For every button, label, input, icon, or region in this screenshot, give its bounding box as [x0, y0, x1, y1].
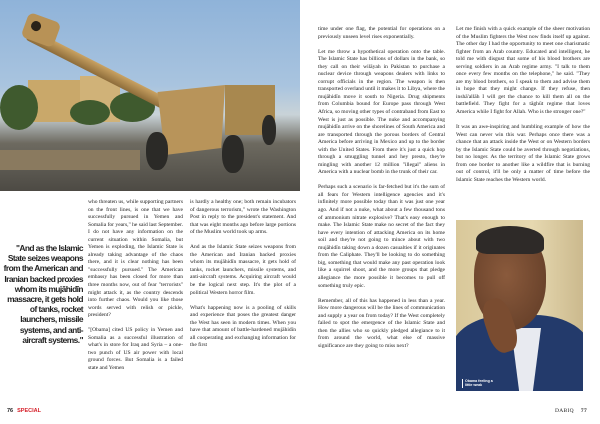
- paragraph: time under one flag, the potential for operations on a previously unseen level rises exponentially.: [318, 26, 445, 40]
- wheel: [262, 115, 276, 145]
- hair: [476, 226, 544, 254]
- page-number: 77: [580, 408, 588, 414]
- paragraph: It was an awe-inspiring and humbling example of how the West can never win this war. Perhaps once there was a chance that an attack inside the West or on Western borders by the Islamic State could be averted through negotiations, but no longer. As the territory of the Islamic State grows from one border to another like a wildfire that is burning out of control, it'll be only a matter of time before the Islamic State reaches the Western world.: [456, 124, 590, 183]
- pull-quote: "And as the Islamic State seizes weapons from the American and Iranian backed proxies whom its mujāhidīn massacre, it gets hold of tanks, rocket launchers, missile systems, and anti-aircraft systems.": [3, 243, 83, 345]
- section-label: SPECIAL: [17, 408, 41, 414]
- paragraph: "[Obama] cited US policy in Yemen and Somalia as a successful illustration of what's in store for Iraq and Syria – a one-two punch of US air power with local ground forces. But Somalia is a failed state and Yemen: [88, 327, 183, 371]
- article-column-4: [318, 26, 445, 358]
- tree: [70, 100, 110, 125]
- article-column-3: [190, 199, 296, 357]
- paragraph: Let me finish with a quick example of the sheer motivation of the Muslim fighters the West now finds itself up against. The other day I had the opportunity to meet one charismatic fighter from an Arab country. Educated and intelligent, he told me with disgust that some of his blood brothers are serving soldiers in an Arab regime army. "I talk to them once every few months on the telephone," he said. "They are my blood brothers, so I speak to them and advise them in hope that they might change. If they refuse, then inshā'allāh I will get the chance to kill them all on the battlefield. They fight for a tāghūt regime that loves America while I fight for Allah. Who is the stronger one?": [456, 26, 590, 116]
- magazine-name: DABIQ: [555, 408, 574, 414]
- page-number: 76: [7, 408, 14, 414]
- tree: [0, 85, 38, 130]
- wheel: [222, 135, 244, 173]
- paragraph: Perhaps such a scenario is far-fetched but it's the sum of all fears for Western intelligence agencies and it's infinitely more possible today than it was just one year ago. And if not a nuke, what about a few thousand tons of ammonium nitrate explosive? That's easy enough to make. The Islamic State make no secret of the fact they have every intention of attacking America on its home soil and they're not going to mince about with two mujāhidīn taking down a dozen casualties if it originates from the Caliphate. They'll be looking to do something big, something that would make any past operation look like a squirrel shoot, and the more groups that pledge allegiance the more possible it becomes to pull off something truly epic.: [318, 184, 445, 289]
- paragraph: who threaten us, while supporting partners on the front lines, is one that we have successfully pursued in Yemen and Somalia for years," he said last September. I do not have any information on the current situation within Somalia, but Yemen is exploding, the Islamic State is already taking advantage of the chaos there, and it is clear nothing has been "successfully pursued." The American embassy has been closed for more than three months now, out of fear "terrorists" might attack it, as the country descends into further chaos. Would you like those words served with relish or pickle, president?: [88, 199, 183, 319]
- paragraph: And as the Islamic State seizes weapons from the American and Iranian backed proxies whom its mujāhidīn massacre, it gets hold of tanks, rocket launchers, missile systems, and anti-aircraft systems. Acquiring aircraft would be the logical next step. It's the plot of a political Western horror film.: [190, 244, 296, 296]
- article-column-2: [88, 199, 183, 380]
- artillery-photo: [0, 0, 300, 191]
- paragraph: Let me throw a hypothetical operation onto the table. The Islamic State has billions of dollars in the bank, so they call on their wilāyah in Pakistan to purchase a nuclear device through weapons dealers with links to corrupt officials in the region. The weapon is then transported overland until it makes it to Libya, where the mujāhidīn move it south to Nigeria. Drug shipments from Columbia bound for Europe pass through West Africa, so moving other types of contraband from East to West is just as possible. The nuke and accompanying mujāhidīn arrive on the shorelines of South America and are transported through the porous borders of Central America before arriving in Mexico and up to the border with the United States. From there it's just a quick hop through a smuggling tunnel and hey presto, they're mingling with another 12 million "illegal" aliens in America with a nuclear bomb in the trunk of their car.: [318, 48, 445, 176]
- obama-photo: [456, 220, 583, 391]
- wheel: [146, 132, 168, 170]
- paragraph: Remember, all of this has happened in less than a year. How more dangerous will be the lines of communication and supply a year on from today? If the West completely failed to spot the emergence of the Islamic State and then the allies who so quickly pledged allegiance to it from around the world, what else of massive significance are they going to miss next?: [318, 297, 445, 349]
- article-column-5: [456, 26, 590, 192]
- footer-right: [555, 408, 587, 414]
- footer-left: [7, 408, 41, 414]
- photo-caption: Obama feeling a little weak: [462, 379, 498, 388]
- paragraph: is hardly a healthy one; both remain incubators of dangerous terrorism," wrote the Washington Post in reply to the president's statement. And that was eight months ago before large portions of the Muslim world took up arms.: [190, 199, 296, 236]
- paragraph: What's happening now is a pooling of skills and experience that poses the greatest danger the West has seen in modern times. When you have that amount of battle-hardened mujāhidīn all cooperating and exchanging information for the first: [190, 304, 296, 349]
- wall: [0, 150, 140, 170]
